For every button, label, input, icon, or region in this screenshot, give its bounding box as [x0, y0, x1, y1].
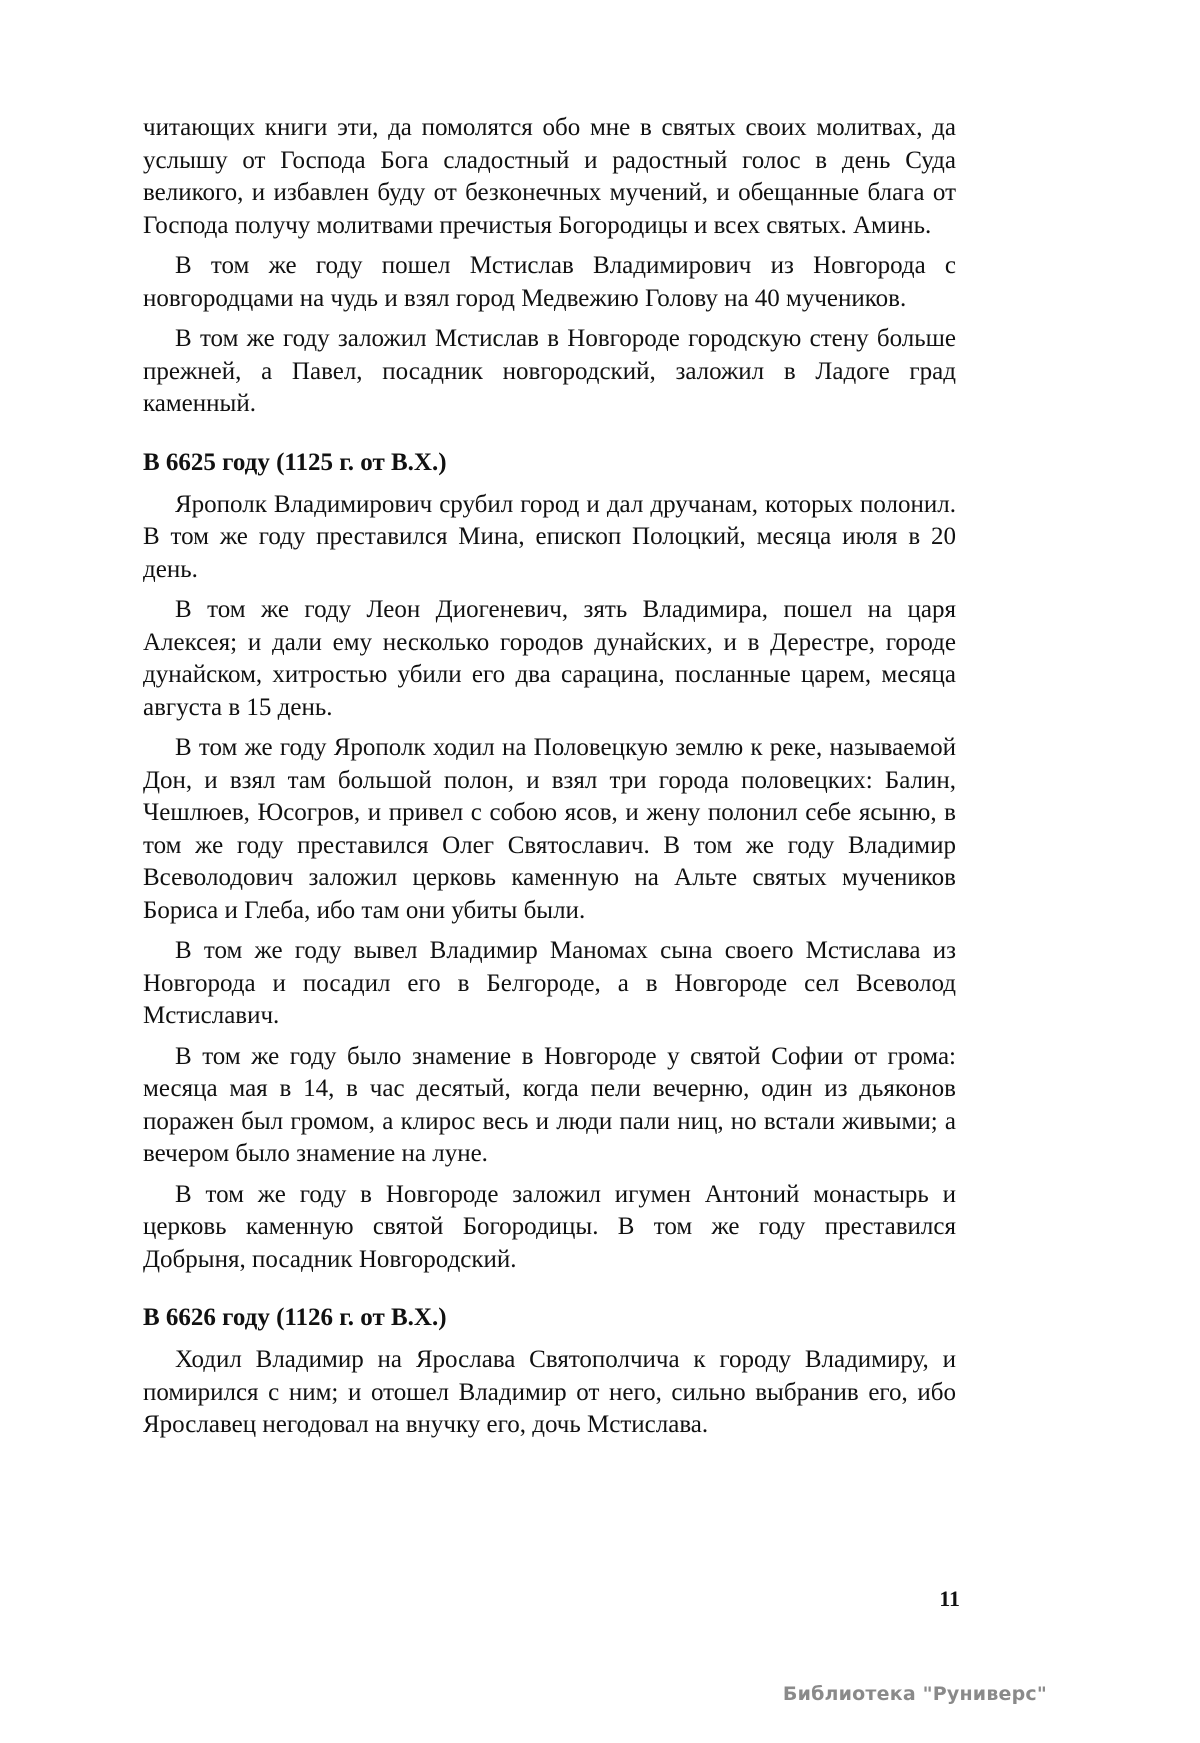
paragraph: В том же году Леон Диогеневич, зять Владимира, пошел на царя Алексея; и дали ему несколько городов дунайских, и в Дерестре, городе дунайском, хитростью убили его два сарацина, посланные царем, месяца августа в 15 день.	[143, 596, 956, 721]
section-heading-6625: В 6625 году (1125 г. от В.Х.)	[143, 448, 447, 476]
paragraph: В том же году заложил Мстислав в Новгороде городскую стену больше прежней, а Павел, посадник новгородский, заложил в Ладоге град каменный.	[143, 325, 956, 417]
paragraph: Ярополк Владимирович срубил город и дал дручанам, которых полонил. В том же году преставился Мина, епископ Полоцкий, месяца июля в 20 день.	[143, 490, 956, 583]
paragraph: В том же году вывел Владимир Маномах сына своего Мстислава из Новгорода и посадил его в Белгороде, а в Новгороде сел Всеволод Мстиславич.	[143, 937, 956, 1029]
page-body	[143, 112, 956, 1450]
paragraph: В том же году было знамение в Новгороде у святой Софии от грома: месяца мая в 14, в час десятый, когда пели вечерню, один из дьяконов поражен был громом, а клирос весь и люди пали ниц, но встали живыми; а вечером было знамение на луне.	[143, 1042, 956, 1167]
paragraph: читающих книги эти, да помолятся обо мне в святых своих молитвах, да услышу от Господа Бога сладостный и радостный голос в день Суда великого, и избавлен буду от безконечных мучений, и обещанные блага от Господа получу молитвами пречистыя Богородицы и всех святых. Аминь.	[143, 114, 956, 239]
paragraph: Ходил Владимир на Ярослава Святополчича к городу Владимиру, и помирился с ним; и отошел Владимир от него, сильно выбранив его, ибо Ярославец негодовал на внучку его, дочь Мстислава.	[143, 1346, 956, 1438]
paragraph: В том же году в Новгороде заложил игумен Антоний монастырь и церковь каменную святой Богородицы. В том же году преставился Добрыня, посадник Новгородский.	[143, 1180, 956, 1273]
section-heading-6626: В 6626 году (1126 г. от В.Х.)	[143, 1304, 447, 1331]
paragraph: В том же году Ярополк ходил на Половецкую землю к реке, называемой Дон, и взял там большой полон, и взял три города половецких: Балин, Чешлюев, Юсогров, и привел с собою ясов, и жену полонил себе ясыню, в том же году преставился Олег Святославич. В том же году Владимир Всеволодович заложил церковь каменную на Альте святых мучеников Бориса и Глеба, ибо там они убиты были.	[143, 734, 956, 924]
library-watermark: Библиотека "Руниверс"	[782, 1683, 1047, 1705]
page-number: 11	[939, 1586, 960, 1611]
paragraph: В том же году пошел Мстислав Владимирович из Новгорода с новгородцами на чудь и взял город Медвежию Голову на 40 мучеников.	[143, 252, 956, 312]
